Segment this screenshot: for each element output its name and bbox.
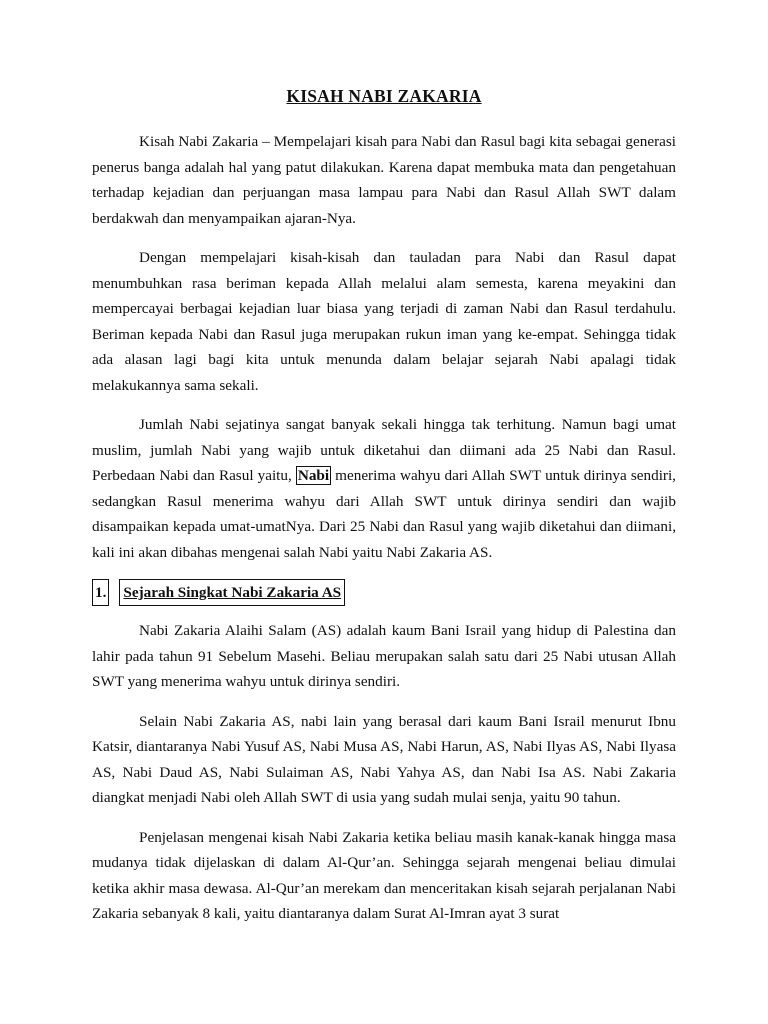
paragraph-intro: Kisah Nabi Zakaria – Mempelajari kisah para Nabi dan Rasul bagi kita sebagai generasi penerus banga adalah hal yang patut dilakukan. Karena dapat membuka mata dan pengetahuan terhadap kejadian dan perjuangan masa lampau para Nabi dan Rasul Allah SWT dalam berdakwah dan menyampaikan ajaran-Nya. (92, 133, 676, 227)
section-title: Sejarah Singkat Nabi Zakaria AS (119, 579, 345, 606)
paragraph-nabi-count-part1: Jumlah Nabi sejatinya sangat banyak sekali hingga tak terhitung. Namun bagi umat muslim, jumlah Nabi yang wajib untuk diketahui dan diimani ada 25 Nabi dan Rasul. Perbedaan Nabi dan Rasul yaitu, (92, 416, 676, 484)
boxed-word-nabi: Nabi (297, 467, 330, 484)
document-title: KISAH NABI ZAKARIA (286, 86, 482, 106)
paragraph-bani-israil: Selain Nabi Zakaria AS, nabi lain yang berasal dari kaum Bani Israil menurut Ibnu Katsir, diantaranya Nabi Yusuf AS, Nabi Musa AS, Nabi Harun, AS, Nabi Ilyas AS, Nabi Ilyasa AS, Nabi Daud AS, Nabi Sulaiman AS, Nabi Yahya AS, dan Nabi Isa AS. Nabi Zakaria diangkat menjadi Nabi oleh Allah SWT di usia yang sudah mulai senja, yaitu 90 tahun. (92, 712, 676, 806)
section-number: 1. (92, 579, 109, 606)
paragraph-quran-history: Penjelasan mengenai kisah Nabi Zakaria ketika beliau masih kanak-kanak hingga masa mudanya tidak dijelaskan di dalam Al-Qur’an. Sehingga sejarah mengenai beliau dimulai ketika akhir masa dewasa. Al-Qur’an merekam dan menceritakan kisah sejarah perjalanan Nabi Zakaria sebanyak 8 kali, yaitu diantaranya dalam Surat Al-Imran ayat 3 surat (92, 828, 676, 922)
paragraph-nabi-count-part2: menerima wahyu dari Allah SWT untuk dirinya sendiri, sedangkan Rasul menerima wahyu dari Allah SWT untuk dirinya sendiri dan wajib disampaikan kepada umat-umatNya. Dari 25 Nabi dan Rasul yang wajib diketahui dan diimani, kali ini akan dibahas mengenai salah Nabi yaitu Nabi Zakaria AS. (92, 467, 676, 561)
section-heading-1 (92, 579, 676, 606)
paragraph-nabi-count (92, 412, 676, 565)
paragraph-belief: Dengan mempelajari kisah-kisah dan tauladan para Nabi dan Rasul dapat menumbuhkan rasa beriman kepada Allah melalui alam semesta, karena meyakini dan mempercayai berbagai kejadian luar biasa yang terjadi di zaman Nabi dan Rasul terdahulu. Beriman kepada Nabi dan Rasul juga merupakan rukun iman yang ke-empat. Sehingga tidak ada alasan lagi bagi kita untuk menunda dalam belajar sejarah Nabi apalagi tidak melakukannya sama sekali. (92, 249, 676, 394)
paragraph-biography: Nabi Zakaria Alaihi Salam (AS) adalah kaum Bani Israil yang hidup di Palestina dan lahir pada tahun 91 Sebelum Masehi. Beliau merupakan salah satu dari 25 Nabi utusan Allah SWT yang menerima wahyu untuk dirinya sendiri. (92, 622, 676, 690)
